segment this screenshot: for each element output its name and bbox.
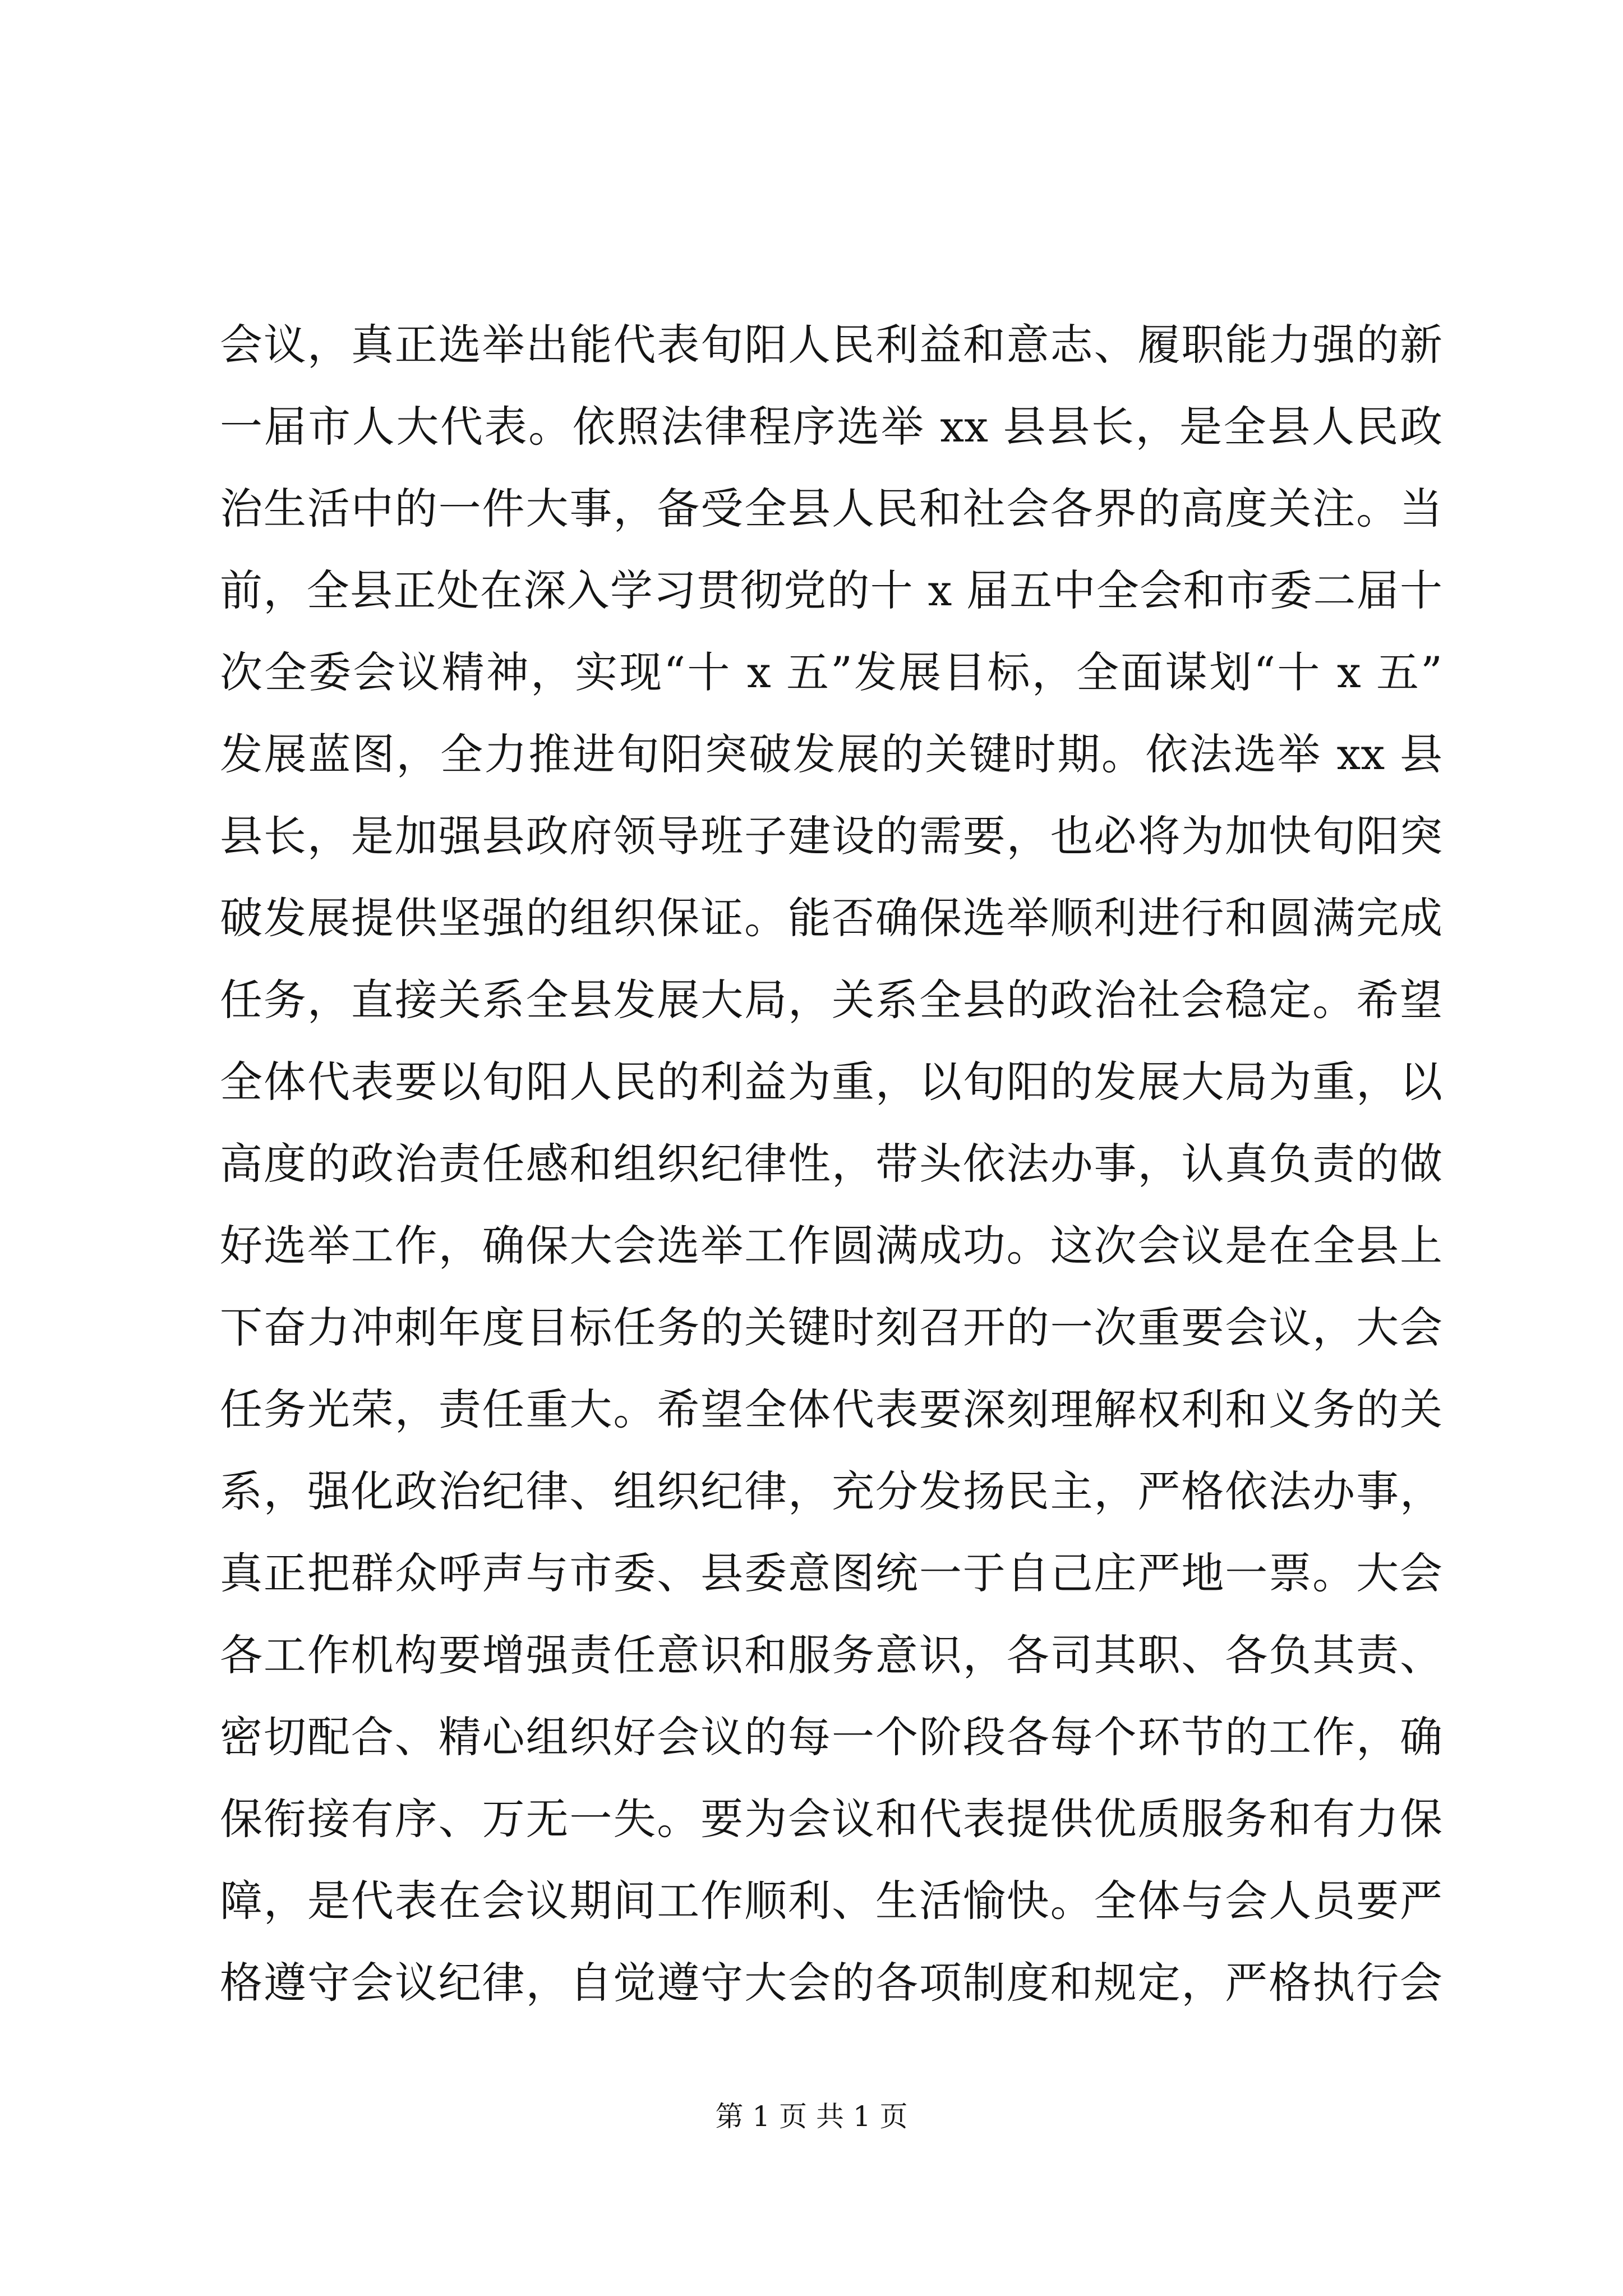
text-line: 各工作机构要增强责任意识和服务意识，各司其职、各负其责、 xyxy=(220,1630,1442,1680)
page-footer: 第 1 页 共 1 页 xyxy=(715,2100,908,2133)
text-line: 好选举工作，确保大会选举工作圆满成功。这次会议是在全县上 xyxy=(220,1221,1442,1271)
text-line: 格遵守会议纪律，自觉遵守大会的各项制度和规定，严格执行会 xyxy=(220,1958,1442,2008)
text-line: 前，全县正处在深入学习贯彻党的十 x 届五中全会和市委二届十 xyxy=(220,565,1442,615)
body-text xyxy=(220,304,1442,2024)
text-line: 下奋力冲刺年度目标任务的关键时刻召开的一次重要会议，大会 xyxy=(220,1303,1442,1352)
text-line: 障，是代表在会议期间工作顺利、生活愉快。全体与会人员要严 xyxy=(220,1876,1442,1926)
text-line: 次全委会议精神，实现“十 x 五”发展目标，全面谋划“十 x 五” xyxy=(220,647,1442,697)
text-line: 任务，直接关系全县发展大局，关系全县的政治社会稳定。希望 xyxy=(220,975,1442,1025)
text-line: 系，强化政治纪律、组织纪律，充分发扬民主，严格依法办事， xyxy=(220,1466,1442,1516)
text-line: 高度的政治责任感和组织纪律性，带头依法办事，认真负责的做 xyxy=(220,1139,1442,1189)
text-line: 发展蓝图，全力推进旬阳突破发展的关键时期。依法选举 xx 县 xyxy=(220,729,1442,779)
text-line: 破发展提供坚强的组织保证。能否确保选举顺利进行和圆满完成 xyxy=(220,893,1442,943)
text-line: 会议，真正选举出能代表旬阳人民利益和意志、履职能力强的新 xyxy=(220,320,1442,370)
text-line: 真正把群众呼声与市委、县委意图统一于自己庄严地一票。大会 xyxy=(220,1548,1442,1598)
text-line: 保衔接有序、万无一失。要为会议和代表提供优质服务和有力保 xyxy=(220,1794,1442,1844)
text-line: 一届市人大代表。依照法律程序选举 xx 县县长，是全县人民政 xyxy=(220,402,1442,452)
text-line: 全体代表要以旬阳人民的利益为重，以旬阳的发展大局为重，以 xyxy=(220,1057,1442,1107)
text-line: 县长，是加强县政府领导班子建设的需要，也必将为加快旬阳突 xyxy=(220,811,1442,861)
text-line: 任务光荣，责任重大。希望全体代表要深刻理解权利和义务的关 xyxy=(220,1384,1442,1434)
text-line: 密切配合、精心组织好会议的每一个阶段各每个环节的工作，确 xyxy=(220,1712,1442,1762)
text-line: 治生活中的一件大事，备受全县人民和社会各界的高度关注。当 xyxy=(220,484,1442,533)
